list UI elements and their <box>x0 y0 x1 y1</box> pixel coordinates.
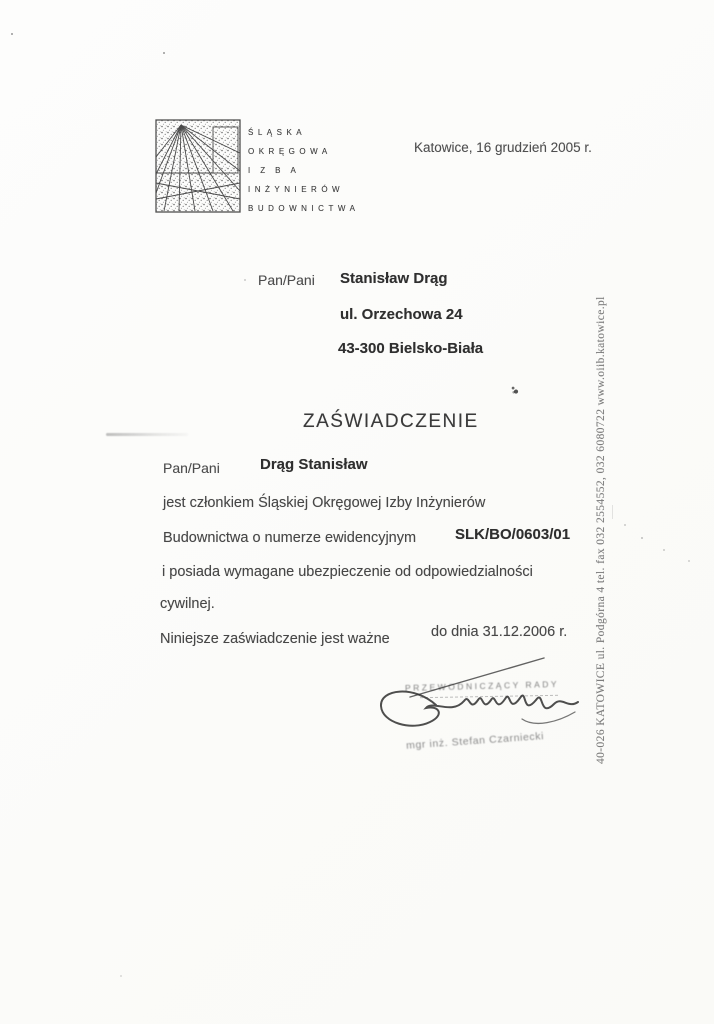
scan-speck <box>688 560 690 562</box>
body-line-insurance-1: i posiada wymagane ubezpieczenie od odpowiedzialności <box>162 564 533 580</box>
org-name-line: IZBA <box>248 166 306 175</box>
scan-speck <box>624 524 626 526</box>
member-name: Drąg Stanisław <box>260 456 368 473</box>
scan-speck <box>120 975 122 977</box>
scan-speck <box>163 52 165 54</box>
scan-speck <box>663 549 665 551</box>
member-number: SLK/BO/0603/01 <box>455 526 571 543</box>
scan-speck <box>11 33 13 35</box>
body-line-insurance-2: cywilnej. <box>160 596 215 612</box>
member-salutation: Pan/Pani <box>163 460 220 476</box>
organization-name-block <box>248 123 359 218</box>
scan-streak <box>612 505 613 519</box>
side-address-text: 40-026 KATOWICE ul. Podgórna 4 tel. fax 032 2554552, 032 6080722 www.oiib.katowice.pl <box>595 296 607 764</box>
recipient-salutation: Pan/Pani <box>258 272 315 288</box>
signer-name: mgr inż. Stefan Czarniecki <box>405 730 545 752</box>
scan-scratch-mark <box>106 433 188 436</box>
body-line-membership-1: jest członkiem Śląskiej Okręgowej Izby Inżynierów <box>163 495 486 511</box>
scan-speck <box>244 279 246 281</box>
org-name-line: BUDOWNICTWA <box>248 204 360 213</box>
organization-logo <box>155 119 241 218</box>
org-name-line: ŚLĄSKA <box>248 128 307 137</box>
stamp-title: PRZEWODNICZĄCY RADY <box>404 678 560 694</box>
validity-date: do dnia 31.12.2006 r. <box>431 624 568 640</box>
recipient-city: 43-300 Bielsko-Biała <box>338 340 484 357</box>
scan-speck <box>641 537 643 539</box>
certificate-title: ZAŚWIADCZENIE <box>303 411 479 432</box>
dateline: Katowice, 16 grudzień 2005 r. <box>414 140 592 155</box>
org-name-line: INŻYNIERÓW <box>248 185 345 194</box>
chamber-logo-icon <box>155 119 241 213</box>
recipient-name: Stanisław Drąg <box>340 270 448 287</box>
body-line-membership-2: Budownictwa o numerze ewidencyjnym <box>163 530 417 546</box>
ink-smudge <box>509 385 519 395</box>
validity-text: Niniejsze zaświadczenie jest ważne <box>160 631 390 647</box>
recipient-street: ul. Orzechowa 24 <box>340 306 463 323</box>
org-name-line: OKRĘGOWA <box>248 147 332 156</box>
